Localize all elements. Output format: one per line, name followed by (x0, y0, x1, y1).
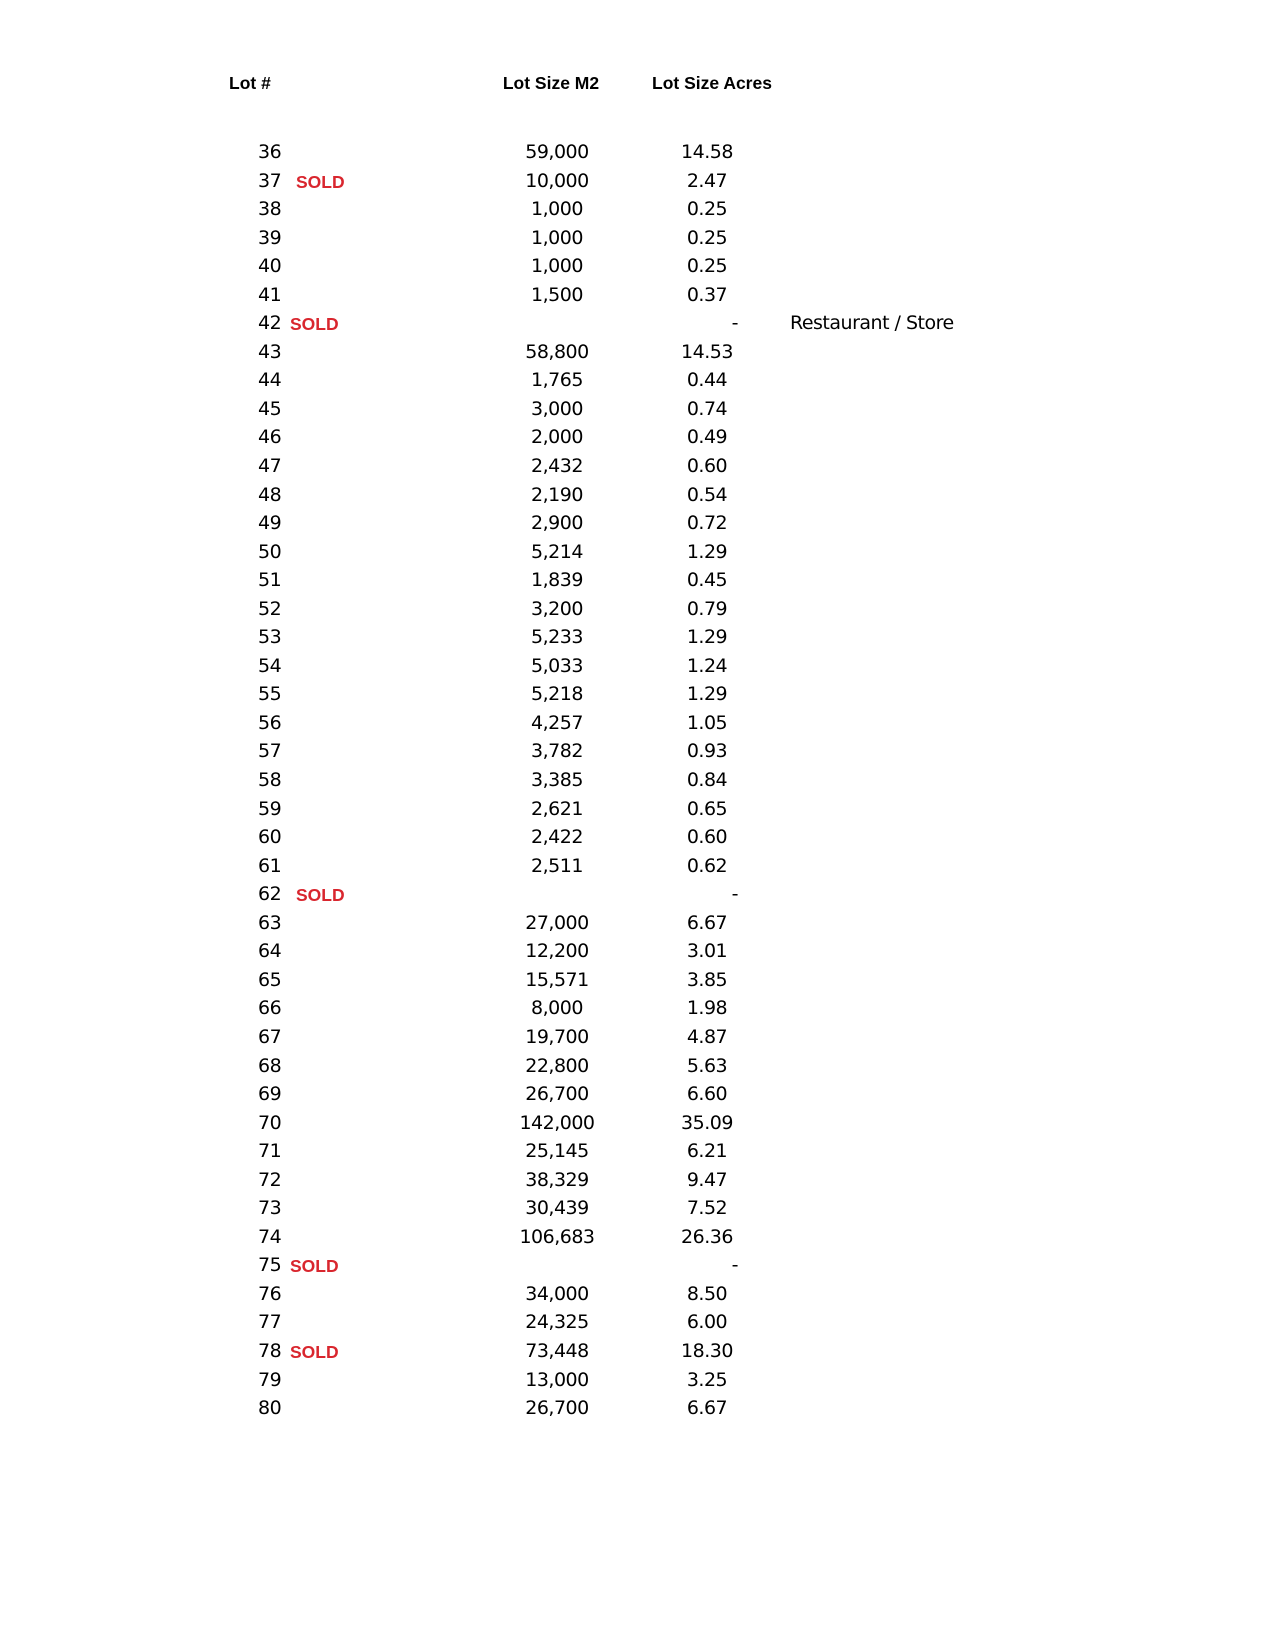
lot-size-m2: 5,033 (531, 654, 583, 677)
lot-number: 78 (258, 1339, 282, 1362)
lot-row (0, 424, 1275, 453)
lot-number: 59 (258, 797, 282, 820)
lot-size-acres: 7.52 (686, 1197, 728, 1220)
lot-size-m2: 1,000 (531, 198, 583, 221)
sold-badge: SOLD (296, 885, 345, 906)
lot-number: 54 (258, 654, 282, 677)
lot-row (0, 1252, 1275, 1281)
lot-number: 65 (258, 968, 282, 991)
lot-size-acres: 0.54 (686, 483, 728, 506)
lot-row (0, 653, 1275, 682)
lot-number: 63 (258, 911, 282, 934)
lot-size-acres: - (731, 312, 738, 335)
lot-size-m2: 30,439 (525, 1197, 589, 1220)
lot-row (0, 367, 1275, 396)
sold-badge: SOLD (290, 314, 339, 335)
lot-number: 61 (258, 854, 282, 877)
lot-row (0, 1024, 1275, 1053)
lot-size-m2: 2,621 (531, 797, 583, 820)
lot-number: 48 (258, 483, 282, 506)
lot-number: 68 (258, 1054, 282, 1077)
lot-number: 37 (258, 169, 282, 192)
lot-number: 72 (258, 1168, 282, 1191)
lot-number: 49 (258, 512, 282, 535)
lot-row (0, 710, 1275, 739)
lot-size-m2: 26,700 (525, 1083, 589, 1106)
lot-size-acres: 0.65 (686, 797, 728, 820)
lot-size-m2: 38,329 (525, 1168, 589, 1191)
lot-number: 76 (258, 1282, 282, 1305)
lot-note: Restaurant / Store (790, 312, 954, 335)
lot-row (0, 139, 1275, 168)
lot-number: 36 (258, 141, 282, 163)
lot-size-acres: 1.98 (686, 997, 728, 1020)
lot-row (0, 624, 1275, 653)
lot-size-m2: 25,145 (525, 1140, 589, 1163)
lot-number: 58 (258, 769, 282, 792)
lot-number: 73 (258, 1197, 282, 1220)
lot-size-acres: 1.29 (686, 683, 728, 706)
lot-size-m2: 58,800 (525, 340, 589, 363)
lot-size-acres: 1.29 (686, 626, 728, 649)
lot-size-m2: 24,325 (525, 1311, 589, 1334)
lot-size-m2: 2,432 (531, 455, 583, 478)
lot-size-acres: 35.09 (681, 1111, 733, 1134)
lot-number: 51 (258, 569, 282, 592)
lot-size-m2: 73,448 (525, 1339, 589, 1362)
lot-row (0, 1167, 1275, 1196)
lot-row (0, 396, 1275, 425)
lot-row (0, 168, 1275, 197)
lot-size-acres: 4.87 (686, 1025, 728, 1048)
lot-size-m2: 5,233 (531, 626, 583, 649)
lot-size-m2: 1,000 (531, 255, 583, 278)
lot-size-acres: 9.47 (686, 1168, 728, 1191)
lot-row (0, 853, 1275, 882)
lot-row (0, 796, 1275, 825)
sold-badge: SOLD (296, 171, 345, 192)
lot-size-acres: 2.47 (686, 169, 728, 192)
lot-row (0, 1338, 1275, 1367)
lot-size-acres: 0.62 (686, 854, 728, 877)
lot-row (0, 482, 1275, 511)
lot-number: 70 (258, 1111, 282, 1134)
lot-row (0, 1224, 1275, 1253)
lot-row (0, 1138, 1275, 1167)
lot-row (0, 225, 1275, 254)
lot-number: 40 (258, 255, 282, 278)
lot-number: 80 (258, 1397, 282, 1420)
lot-row (0, 282, 1275, 311)
lot-number: 56 (258, 711, 282, 734)
lot-size-acres: 8.50 (686, 1282, 728, 1305)
lot-size-m2: 3,200 (531, 597, 583, 620)
header-lot-size-acres: Lot Size Acres (652, 73, 772, 93)
lot-size-m2: 5,214 (531, 540, 583, 563)
lot-row (0, 967, 1275, 996)
lot-size-acres: 0.84 (686, 769, 728, 792)
lot-size-m2: 8,000 (531, 997, 583, 1020)
lot-row (0, 1110, 1275, 1139)
lot-number: 44 (258, 369, 282, 392)
lot-number: 39 (258, 226, 282, 249)
lot-row (0, 1367, 1275, 1396)
lot-size-m2: 2,422 (531, 826, 583, 849)
lot-number: 55 (258, 683, 282, 706)
lot-row (0, 995, 1275, 1024)
lot-row (0, 253, 1275, 282)
lot-number: 69 (258, 1083, 282, 1106)
lot-size-acres: 0.74 (686, 397, 728, 420)
lot-row (0, 1309, 1275, 1338)
lot-row (0, 310, 1275, 339)
lot-size-m2: 12,200 (525, 940, 589, 963)
lot-size-m2: 2,190 (531, 483, 583, 506)
lot-size-acres: 6.21 (686, 1140, 728, 1163)
lot-size-m2: 142,000 (519, 1111, 595, 1134)
lot-size-acres: 5.63 (686, 1054, 728, 1077)
lot-number: 66 (258, 997, 282, 1020)
lot-row (0, 1081, 1275, 1110)
lot-row (0, 339, 1275, 368)
lot-size-acres: 3.25 (686, 1368, 728, 1391)
lot-size-acres: 0.45 (686, 569, 728, 592)
lot-size-m2: 27,000 (525, 911, 589, 934)
lot-row (0, 453, 1275, 482)
lot-size-acres: 0.72 (686, 512, 728, 535)
lot-size-m2: 22,800 (525, 1054, 589, 1077)
lot-size-acres: 14.58 (681, 141, 733, 163)
lot-size-acres: 6.60 (686, 1083, 728, 1106)
lot-size-acres: 14.53 (681, 340, 733, 363)
lot-row (0, 567, 1275, 596)
sold-badge: SOLD (290, 1256, 339, 1277)
lot-number: 62 (258, 883, 282, 906)
lot-row (0, 938, 1275, 967)
lot-size-acres: 0.49 (686, 426, 728, 449)
header-lot-size-m2: Lot Size M2 (502, 73, 600, 93)
lot-row (0, 1395, 1275, 1424)
lot-row (0, 1195, 1275, 1224)
lot-size-acres: 6.67 (686, 1397, 728, 1420)
lot-size-acres: 3.85 (686, 968, 728, 991)
lot-size-acres: 0.37 (686, 283, 728, 306)
lot-size-m2: 19,700 (525, 1025, 589, 1048)
lot-row (0, 596, 1275, 625)
lot-size-acres: 1.24 (686, 654, 728, 677)
lot-size-acres: 0.25 (686, 198, 728, 221)
lot-size-acres: 1.29 (686, 540, 728, 563)
lot-size-acres: 26.36 (681, 1225, 733, 1248)
lot-table-body (0, 139, 1275, 1424)
lot-size-acres: 6.67 (686, 911, 728, 934)
lot-size-acres: 1.05 (686, 711, 728, 734)
lot-number: 77 (258, 1311, 282, 1334)
lot-row (0, 196, 1275, 225)
lot-size-acres: 0.25 (686, 255, 728, 278)
lot-size-m2: 26,700 (525, 1397, 589, 1420)
lot-number: 46 (258, 426, 282, 449)
lot-size-m2: 10,000 (525, 169, 589, 192)
lot-number: 52 (258, 597, 282, 620)
lot-size-acres: 0.44 (686, 369, 728, 392)
lot-number: 53 (258, 626, 282, 649)
lot-row (0, 1053, 1275, 1082)
lot-size-acres: 3.01 (686, 940, 728, 963)
lot-row (0, 767, 1275, 796)
lot-row (0, 681, 1275, 710)
lot-row (0, 1281, 1275, 1310)
lot-row (0, 510, 1275, 539)
lot-size-m2: 3,000 (531, 397, 583, 420)
lot-number: 43 (258, 340, 282, 363)
lot-size-m2: 13,000 (525, 1368, 589, 1391)
lot-number: 60 (258, 826, 282, 849)
lot-number: 41 (258, 283, 282, 306)
lot-size-m2: 3,782 (531, 740, 583, 763)
lot-row (0, 910, 1275, 939)
lot-size-m2: 1,000 (531, 226, 583, 249)
lot-number: 74 (258, 1225, 282, 1248)
lot-size-acres: - (731, 1254, 738, 1277)
lot-size-acres: 0.93 (686, 740, 728, 763)
lot-number: 71 (258, 1140, 282, 1163)
lot-size-m2: 5,218 (531, 683, 583, 706)
lot-number: 42 (258, 312, 282, 335)
header-lot-number: Lot # (229, 73, 271, 93)
lot-size-acres: 0.60 (686, 826, 728, 849)
lot-row (0, 539, 1275, 568)
lot-size-acres: 6.00 (686, 1311, 728, 1334)
lot-size-m2: 1,765 (531, 369, 583, 392)
lot-size-m2: 2,000 (531, 426, 583, 449)
lot-number: 64 (258, 940, 282, 963)
lot-size-m2: 15,571 (525, 968, 589, 991)
lot-size-m2: 3,385 (531, 769, 583, 792)
lot-size-acres: 0.25 (686, 226, 728, 249)
lot-size-m2: 2,511 (531, 854, 583, 877)
lot-number: 67 (258, 1025, 282, 1048)
lot-row (0, 824, 1275, 853)
lot-number: 57 (258, 740, 282, 763)
lot-size-acres: 0.60 (686, 455, 728, 478)
lot-number: 38 (258, 198, 282, 221)
sold-badge: SOLD (290, 1341, 339, 1362)
lot-row (0, 881, 1275, 910)
lot-size-acres: 18.30 (681, 1339, 733, 1362)
lot-size-m2: 106,683 (519, 1225, 595, 1248)
lot-number: 79 (258, 1368, 282, 1391)
lot-number: 75 (258, 1254, 282, 1277)
lot-size-m2: 2,900 (531, 512, 583, 535)
lot-size-m2: 4,257 (531, 711, 583, 734)
lot-number: 50 (258, 540, 282, 563)
lot-number: 45 (258, 397, 282, 420)
lot-size-acres: 0.79 (686, 597, 728, 620)
lot-size-m2: 1,500 (531, 283, 583, 306)
lot-size-m2: 59,000 (525, 141, 589, 163)
lot-size-acres: - (731, 883, 738, 906)
lot-row (0, 738, 1275, 767)
lot-size-m2: 34,000 (525, 1282, 589, 1305)
lot-size-m2: 1,839 (531, 569, 583, 592)
lot-number: 47 (258, 455, 282, 478)
